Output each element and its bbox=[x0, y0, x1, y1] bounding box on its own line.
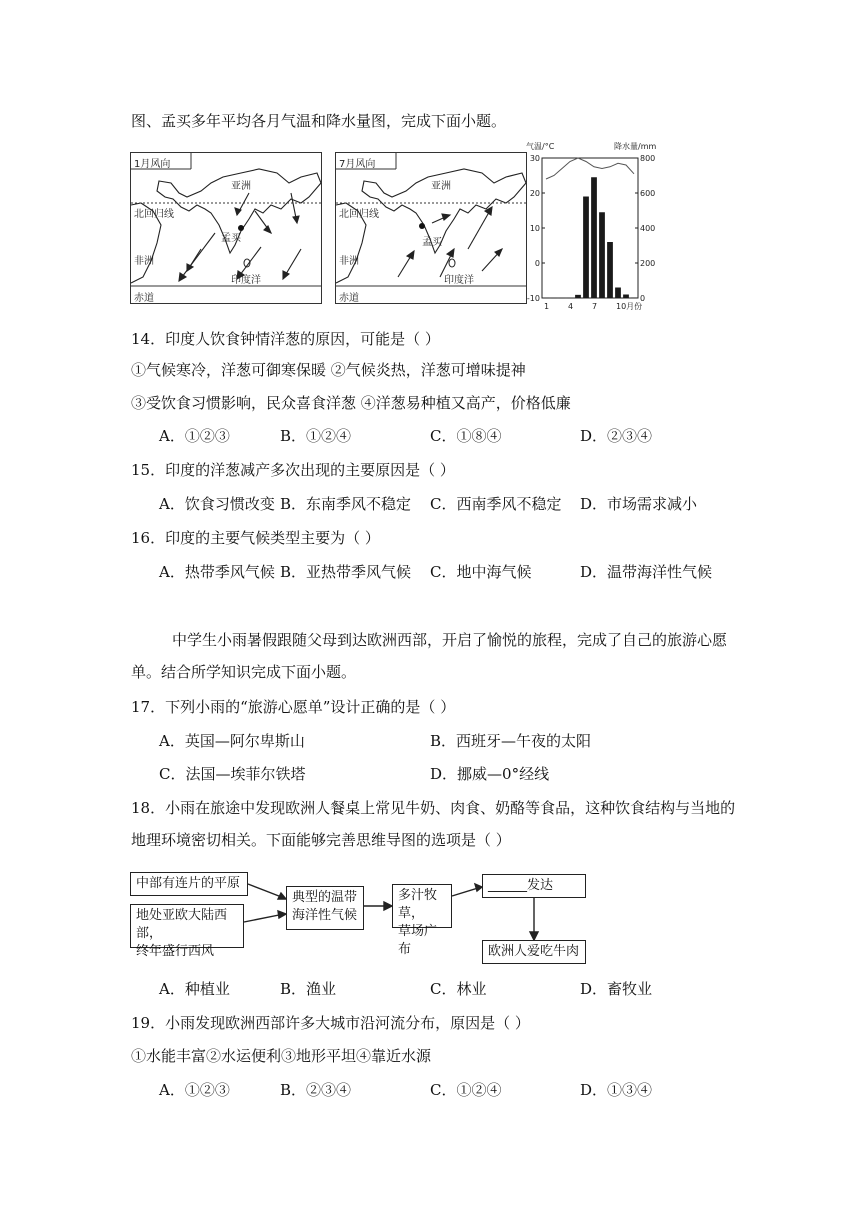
q14-stem: 14．印度人饮食钟情洋葱的原因，可能是（ ） bbox=[131, 330, 440, 348]
q15-option-b[interactable]: B．东南季风不稳定 bbox=[280, 495, 412, 513]
left-tick-label: -10 bbox=[526, 294, 540, 303]
intro-text: 图、孟买多年平均各月气温和降水量图，完成下面小题。 bbox=[131, 112, 507, 130]
mind-box-location: 地处亚欧大陆西部， 终年盛行西风 bbox=[130, 904, 244, 948]
left-tick-label: 10 bbox=[529, 224, 540, 233]
left-tick-label: 0 bbox=[534, 259, 540, 268]
x-tick-label: 10月份 bbox=[616, 302, 643, 310]
q17-option-c[interactable]: C．法国—埃菲尔铁塔 bbox=[159, 765, 306, 783]
q19-option-b[interactable]: B．②③④ bbox=[280, 1081, 352, 1099]
q17-option-b[interactable]: B．西班牙—午夜的太阳 bbox=[430, 732, 592, 750]
jul-equator-label: 赤道 bbox=[339, 293, 359, 304]
x-tick-label: 7 bbox=[592, 302, 598, 310]
left-tick-label: 20 bbox=[529, 189, 540, 198]
jul-map-title: 7月风向 bbox=[339, 159, 376, 170]
jan-asia-label: 亚洲 bbox=[231, 181, 251, 192]
jul-asia-label: 亚洲 bbox=[431, 181, 451, 192]
jul-africa-label: 非洲 bbox=[339, 256, 359, 267]
jan-africa-label: 非洲 bbox=[134, 256, 154, 267]
q14-statements-2: ③受饮食习惯影响，民众喜食洋葱 ④洋葱易种植又高产，价格低廉 bbox=[131, 394, 571, 412]
jan-city-label: 孟买 bbox=[221, 233, 241, 244]
july-map-drawing bbox=[336, 153, 526, 303]
mind-box-plains: 中部有连片的平原 bbox=[130, 872, 248, 896]
january-map-drawing bbox=[131, 153, 321, 303]
precip-bar-month-9 bbox=[607, 242, 613, 298]
q15-option-c[interactable]: C．西南季风不稳定 bbox=[430, 495, 562, 513]
q18-option-c[interactable]: C．林业 bbox=[430, 980, 487, 998]
q15-option-d[interactable]: D．市场需求减小 bbox=[580, 495, 698, 513]
precip-bar-month-3 bbox=[559, 298, 565, 299]
left-tick-label: 30 bbox=[529, 154, 540, 163]
right-tick-label: 200 bbox=[640, 259, 656, 268]
right-tick-label: 600 bbox=[640, 189, 656, 198]
chart-frame bbox=[542, 158, 638, 298]
q14-option-d[interactable]: D．②③④ bbox=[580, 427, 653, 445]
right-tick-label: 400 bbox=[640, 224, 656, 233]
q17-option-d[interactable]: D．挪威—0°经线 bbox=[430, 765, 550, 783]
precip-bar-month-12 bbox=[631, 297, 637, 298]
right-axis-label: 降水量/mm bbox=[614, 142, 657, 151]
q15-option-a[interactable]: A．饮食习惯改变 bbox=[159, 495, 275, 513]
temperature-line bbox=[546, 158, 634, 179]
x-tick-label: 4 bbox=[568, 302, 574, 310]
precip-bar-month-2 bbox=[551, 298, 557, 299]
precip-bar-month-7 bbox=[591, 177, 597, 298]
july-wind-map bbox=[335, 152, 527, 304]
jul-ocean-label: 印度洋 bbox=[444, 275, 474, 286]
x-tick-label: 1 bbox=[544, 302, 550, 310]
precip-bar-month-1 bbox=[543, 298, 549, 299]
q19-statements: ①水能丰富②水运便利③地形平坦④靠近水源 bbox=[131, 1047, 432, 1065]
precip-bar-month-4 bbox=[567, 298, 573, 299]
q18-option-a[interactable]: A．种植业 bbox=[159, 980, 230, 998]
q17-option-a[interactable]: A．英国—阿尔卑斯山 bbox=[159, 732, 305, 750]
q18-option-b[interactable]: B．渔业 bbox=[280, 980, 337, 998]
mumbai-climate-chart bbox=[526, 140, 666, 310]
right-tick-label: 800 bbox=[640, 154, 656, 163]
q14-option-a[interactable]: A．①②③ bbox=[159, 427, 230, 445]
precip-bar-month-11 bbox=[623, 295, 629, 299]
q18-stem-1: 18．小雨在旅途中发现欧洲人餐桌上常见牛奶、肉食、奶酪等食品，这种饮食结构与当地的 bbox=[131, 799, 736, 817]
q19-option-a[interactable]: A．①②③ bbox=[159, 1081, 230, 1099]
jul-city-label: 孟买 bbox=[422, 237, 442, 248]
q16-option-b[interactable]: B．亚热带季风气候 bbox=[280, 563, 412, 581]
q17-stem: 17．下列小雨的“旅游心愿单”设计正确的是（ ） bbox=[131, 698, 456, 716]
right-tick-label: 0 bbox=[640, 294, 646, 303]
q19-stem: 19．小雨发现欧洲西部许多大城市沿河流分布，原因是（ ） bbox=[131, 1014, 530, 1032]
precip-bar-month-5 bbox=[575, 295, 581, 298]
jul-tropic-label: 北回归线 bbox=[339, 209, 379, 220]
passage-line-1: 中学生小雨暑假跟随父母到达欧洲西部，开启了愉悦的旅程，完成了自己的旅游心愿 bbox=[172, 631, 728, 649]
mind-box-blank: ______发达 bbox=[482, 874, 586, 898]
precip-bar-month-10 bbox=[615, 288, 621, 299]
precip-bar-month-8 bbox=[599, 212, 605, 298]
jan-tropic-label: 北回归线 bbox=[134, 209, 174, 220]
q15-stem: 15．印度的洋葱减产多次出现的主要原因是（ ） bbox=[131, 461, 455, 479]
precip-bar-month-6 bbox=[583, 197, 589, 299]
q16-stem: 16．印度的主要气候类型主要为（ ） bbox=[131, 529, 380, 547]
mind-map bbox=[128, 866, 588, 966]
january-wind-map bbox=[130, 152, 322, 304]
q14-option-c[interactable]: C．①⑧④ bbox=[430, 427, 502, 445]
q16-option-c[interactable]: C．地中海气候 bbox=[430, 563, 532, 581]
q14-statements-1: ①气候寒冷，洋葱可御寒保暖 ②气候炎热，洋葱可增味提神 bbox=[131, 361, 526, 379]
q18-stem-2: 地理环境密切相关。下面能够完善思维导图的选项是（ ） bbox=[131, 831, 511, 849]
jan-equator-label: 赤道 bbox=[134, 293, 154, 304]
q16-option-a[interactable]: A．热带季风气候 bbox=[159, 563, 275, 581]
jan-map-title: 1月风向 bbox=[134, 159, 171, 170]
left-axis-label: 气温/°C bbox=[526, 142, 555, 151]
mind-box-pasture: 多汁牧草， 草场广布 bbox=[392, 884, 452, 928]
jan-ocean-label: 印度洋 bbox=[231, 275, 261, 286]
q18-option-d[interactable]: D．畜牧业 bbox=[580, 980, 653, 998]
q16-option-d[interactable]: D．温带海洋性气候 bbox=[580, 563, 713, 581]
mind-box-climate: 典型的温带 海洋性气候 bbox=[286, 886, 364, 930]
q14-option-b[interactable]: B．①②④ bbox=[280, 427, 352, 445]
q19-option-d[interactable]: D．①③④ bbox=[580, 1081, 653, 1099]
q19-option-c[interactable]: C．①②④ bbox=[430, 1081, 502, 1099]
passage-line-2: 单。结合所学知识完成下面小题。 bbox=[131, 663, 357, 681]
mind-box-beef: 欧洲人爱吃牛肉 bbox=[482, 940, 586, 964]
